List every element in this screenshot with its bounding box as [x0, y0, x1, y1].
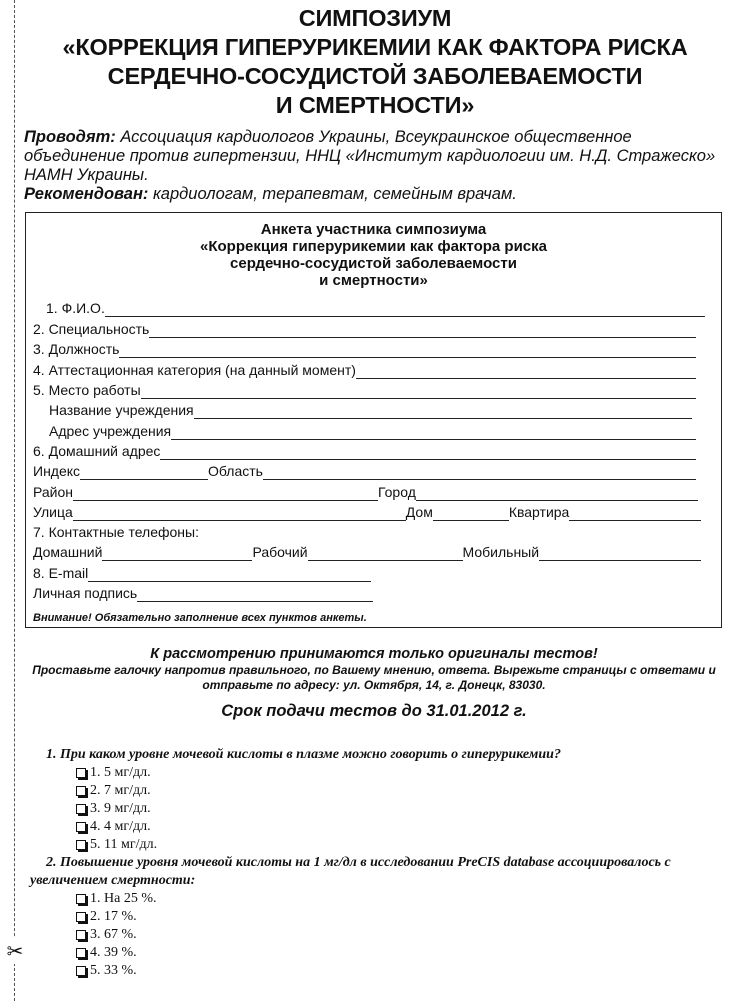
- title-line: «КОРРЕКЦИЯ ГИПЕРУРИКЕМИИ КАК ФАКТОРА РИСКА: [62, 34, 688, 60]
- question-text: 1. При каком уровне мочевой кислоты в плазме можно говорить о гиперурикемии?: [46, 747, 561, 762]
- apartment-label: Квартира: [508, 504, 570, 520]
- answer-option[interactable]: [30, 818, 720, 836]
- position-row: [33, 340, 696, 358]
- email-row: [33, 564, 371, 582]
- phones-row: [33, 523, 433, 541]
- option-label: 1. На 25 %.: [90, 891, 157, 906]
- checkbox-icon[interactable]: [76, 840, 86, 850]
- form-title-line: и смертности»: [319, 272, 428, 289]
- institution-row: [49, 401, 692, 419]
- category-field[interactable]: [356, 365, 696, 379]
- recommended-text: кардиологам, терапевтам, семейным врачам.: [153, 185, 517, 203]
- phone-numbers-row: [33, 543, 701, 561]
- category-label: 4. Аттестационная категория (на данный момент): [33, 362, 356, 378]
- city-label: Город: [378, 484, 416, 500]
- home-address-label: 6. Домашний адрес: [33, 443, 161, 459]
- registration-form: [25, 212, 722, 628]
- institution-address-field[interactable]: [171, 426, 696, 440]
- answer-option[interactable]: [30, 962, 720, 980]
- work-phone-field[interactable]: [308, 547, 463, 561]
- district-city-row: [33, 483, 698, 501]
- street-label: Улица: [33, 504, 73, 520]
- checkbox-icon[interactable]: [76, 768, 86, 778]
- answer-option[interactable]: [30, 890, 720, 908]
- recommended-label: Рекомендован:: [24, 185, 149, 203]
- email-label: 8. E-mail: [33, 565, 89, 581]
- workplace-row: [33, 381, 696, 399]
- region-label: Область: [208, 463, 263, 479]
- mobile-phone-field[interactable]: [539, 547, 701, 561]
- index-region-row: [33, 462, 696, 480]
- answer-option[interactable]: [30, 782, 720, 800]
- option-label: 3. 9 мг/дл.: [90, 801, 151, 816]
- fio-field[interactable]: [105, 303, 705, 317]
- home-address-row: [33, 442, 696, 460]
- city-field[interactable]: [416, 487, 698, 501]
- checkbox-icon[interactable]: [76, 912, 86, 922]
- checkbox-icon[interactable]: [76, 786, 86, 796]
- option-label: 3. 67 %.: [90, 927, 137, 942]
- form-notice: Внимание! Обязательно заполнение всех пунктов анкеты.: [33, 612, 367, 624]
- signature-label: Личная подпись: [33, 585, 138, 601]
- title-line: СИМПОЗИУМ: [298, 5, 452, 31]
- specialty-label: 2. Специальность: [33, 321, 150, 337]
- street-row: [33, 503, 701, 521]
- mobile-phone-label: Мобильный: [462, 544, 540, 560]
- option-label: 2. 7 мг/дл.: [90, 783, 151, 798]
- home-phone-field[interactable]: [102, 547, 252, 561]
- specialty-field[interactable]: [149, 324, 696, 338]
- home-phone-label: Домашний: [33, 544, 103, 560]
- title-line: СЕРДЕЧНО-СОСУДИСТОЙ ЗАБОЛЕВАЕМОСТИ: [107, 63, 643, 89]
- checkbox-icon[interactable]: [76, 930, 86, 940]
- title-line: И СМЕРТНОСТИ»: [275, 92, 475, 118]
- instructions-block: [24, 646, 724, 721]
- index-field[interactable]: [80, 466, 208, 480]
- workplace-field[interactable]: [141, 385, 696, 399]
- quiz: [30, 746, 720, 980]
- organizers-block: [24, 128, 724, 204]
- form-title-line: Анкета участника симпозиума: [260, 221, 487, 238]
- option-label: 4. 39 %.: [90, 945, 137, 960]
- apartment-field[interactable]: [569, 507, 701, 521]
- index-label: Индекс: [33, 463, 81, 479]
- option-label: 5. 33 %.: [90, 963, 137, 978]
- institution-label: Название учреждения: [49, 402, 194, 418]
- workplace-label: 5. Место работы: [33, 382, 141, 398]
- house-field[interactable]: [433, 507, 509, 521]
- home-address-field[interactable]: [160, 446, 696, 460]
- district-label: Район: [33, 484, 73, 500]
- checkbox-icon[interactable]: [76, 966, 86, 976]
- answer-option[interactable]: [30, 944, 720, 962]
- form-title: [26, 221, 721, 289]
- checkbox-icon[interactable]: [76, 804, 86, 814]
- position-label: 3. Должность: [33, 341, 120, 357]
- signature-row: [33, 584, 373, 602]
- institution-address-row: [49, 422, 696, 440]
- institution-address-label: Адрес учреждения: [49, 423, 172, 439]
- phones-label: 7. Контактные телефоны:: [33, 524, 199, 540]
- form-title-line: «Коррекция гиперурикемии как фактора риска: [200, 238, 547, 255]
- option-label: 5. 11 мг/дл.: [90, 837, 158, 852]
- work-phone-label: Рабочий: [252, 544, 308, 560]
- organizers-text: Ассоциация кардиологов Украины, Всеукраинское общественное объединение против гипертензии, ННЦ «Институт кардиологии им. Н.Д. Стражеско» НАМН Украины.: [24, 128, 716, 184]
- email-field[interactable]: [88, 568, 371, 582]
- checkbox-icon[interactable]: [76, 894, 86, 904]
- originals-only-notice: К рассмотрению принимаются только оригиналы тестов!: [150, 646, 598, 662]
- organizers-label: Проводят:: [24, 128, 116, 146]
- submission-instructions: Проставьте галочку напротив правильного, по Вашему мнению, ответа. Вырежьте страницы с ответами и отправьте по адресу: ул. Октября, 14, г. Донецк, 83030.: [32, 663, 716, 692]
- option-label: 4. 4 мг/дл.: [90, 819, 151, 834]
- answer-option[interactable]: [30, 764, 720, 782]
- checkbox-icon[interactable]: [76, 948, 86, 958]
- question-text: 2. Повышение уровня мочевой кислоты на 1 мг/дл в исследовании PreCIS database ассоциировалось с увеличением смертности:: [30, 855, 671, 888]
- option-label: 1. 5 мг/дл.: [90, 765, 151, 780]
- category-row: [33, 361, 696, 379]
- answer-option[interactable]: [30, 926, 720, 944]
- region-field[interactable]: [263, 466, 696, 480]
- district-field[interactable]: [73, 487, 378, 501]
- institution-field[interactable]: [194, 405, 692, 419]
- position-field[interactable]: [119, 344, 696, 358]
- signature-field[interactable]: [137, 588, 373, 602]
- fio-label: 1. Ф.И.О.: [46, 300, 105, 316]
- answer-option[interactable]: [30, 836, 720, 854]
- answer-option[interactable]: [30, 908, 720, 926]
- cut-line: [14, 0, 15, 1001]
- fio-row: [46, 299, 705, 317]
- option-label: 2. 17 %.: [90, 909, 137, 924]
- form-title-line: сердечно-сосудистой заболеваемости: [230, 255, 517, 272]
- deadline: Срок подачи тестов до 31.01.2012 г.: [221, 702, 527, 720]
- house-label: Дом: [405, 504, 433, 520]
- specialty-row: [33, 320, 696, 338]
- page-title: [30, 4, 720, 120]
- scissors-icon: ✂: [4, 938, 26, 964]
- checkbox-icon[interactable]: [76, 822, 86, 832]
- answer-option[interactable]: [30, 800, 720, 818]
- street-field[interactable]: [73, 507, 406, 521]
